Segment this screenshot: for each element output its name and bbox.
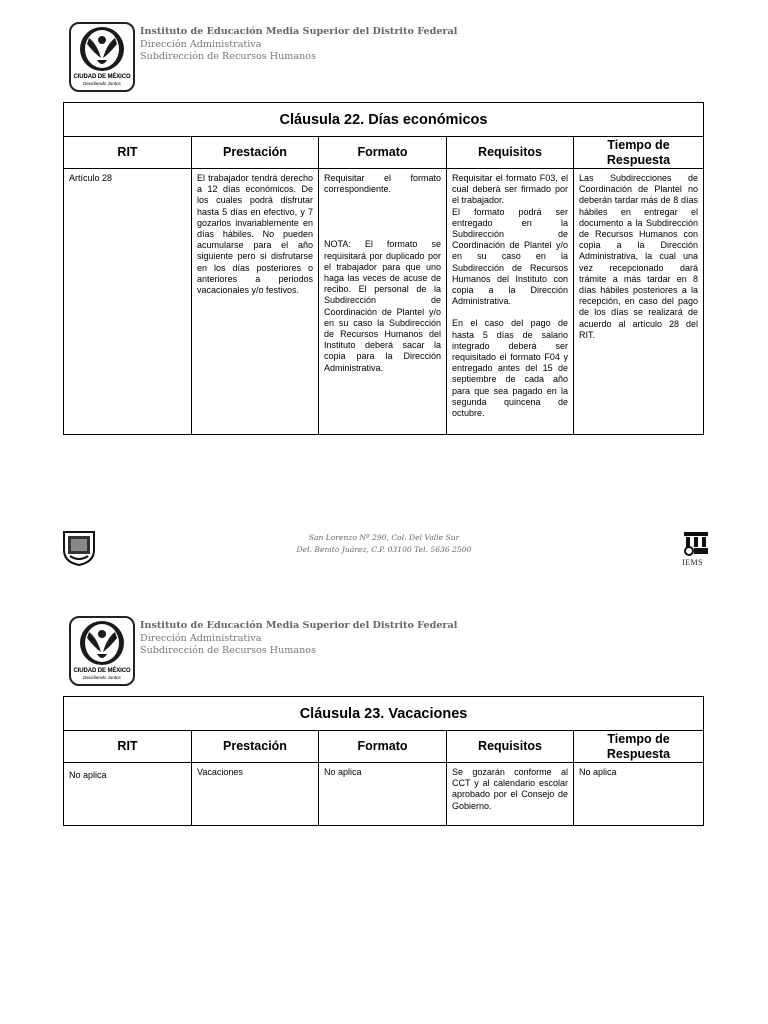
page-header-2 [140,620,457,658]
clause-23-rit [64,763,192,826]
clause-22-rit: Artículo 28 [64,169,192,435]
subdirection-name: Subdirección de Recursos Humanos [140,51,317,62]
clause-22-formato [319,169,447,435]
eagle-emblem-icon [71,24,133,74]
clause-23-table [63,696,704,826]
column-header-formato: Formato [319,731,447,763]
column-header-formato: Formato [319,137,447,169]
iems-logo-label: IEMS [682,558,704,567]
cdmx-logo [69,22,135,92]
clause-22-table [63,102,704,435]
clause-22-formato-note: NOTA: El formato se requisitará por duplicado por el trabajador para que uno haga las veces de acuse de recibo. El personal de la Subdirección de Coordinación de Plantel y/o en su caso la Subdirección de Recursos Humanos del Instituto deberá sacar la copia para la Dirección Administrativa. [324,239,441,373]
institute-name: Instituto de Educación Media Superior del Distrito Federal [140,26,458,37]
logo-city-text: CIUDAD DE MÉXICO [73,668,131,674]
footer-address [0,532,768,556]
clause-23-title: Cláusula 23. Vacaciones [64,697,704,731]
column-header-prestacion: Prestación [192,137,319,169]
clause-23-prestacion: Vacaciones [192,763,319,826]
clause-22-requisitos-p3: En el caso del pago de hasta 5 días de salario integrado deberá ser requisitado el formato F04 y entregado antes del 15 de septiembre de cada año para que sea pagado en la segunda quincena de octubre. [452,318,568,419]
clause-22-tiempo: Las Subdirecciones de Coordinación de Plantel no deberán tardar más de 8 días hábiles en entregar el documento a la Subdirección de Recursos Humanos con copia a la Dirección Administrativa, la cual una vez recepcionado dará trámite a más tardar en 8 días hábiles posteriores a la recepción, en caso del pago de los días se realizará de acuerdo al artículo 28 del RIT. [574,169,704,435]
page-header [140,26,457,64]
institute-name: Instituto de Educación Media Superior del Distrito Federal [140,620,458,631]
clause-22-requisitos-p1: Requisitar el formato F03, el cual deberá ser firmado por el trabajador. [452,173,568,206]
column-header-tiempo: Tiempo de Respuesta [574,731,704,763]
direction-name: Dirección Administrativa [140,632,262,644]
clause-23-requisitos: Se gozarán conforme al CCT y al calendario escolar aprobado por el Consejo de Gobierno. [447,763,574,826]
logo-motto-text: Decidiendo Juntos [83,81,121,86]
eagle-emblem-icon [71,618,133,668]
column-header-requisitos: Requisitos [447,731,574,763]
clause-22-formato-text: Requisitar el formato correspondiente. [324,173,441,195]
clause-23-tiempo: No aplica [574,763,704,826]
clause-23-formato: No aplica [319,763,447,826]
column-header-rit: RIT [64,137,192,169]
clause-23-rit-text: No aplica [69,770,107,780]
direction-name: Dirección Administrativa [140,38,262,50]
clause-22-requisitos-p2: El formato podrá ser entregado en la Subdirección de Coordinación de Plantel y/o en su caso en la Subdirección de Recursos Humanos del Instituto con copia a la Dirección Administrativa. [452,206,568,307]
logo-city-text: CIUDAD DE MÉXICO [73,74,131,80]
iems-logo-icon [680,530,712,558]
subdirection-name: Subdirección de Recursos Humanos [140,645,317,656]
column-header-prestacion: Prestación [192,731,319,763]
column-header-tiempo: Tiempo de Respuesta [574,137,704,169]
clause-22-requisitos [447,169,574,435]
cdmx-logo-2 [69,616,135,686]
clause-22-title: Cláusula 22. Días económicos [64,103,704,137]
clause-22-prestacion: El trabajador tendrá derecho a 12 días económicos. De los cuales podrá disfrutar hasta 5 días en efectivo, y 7 gozarlos invariablemente en días hábiles. No pueden acumularse para el año siguiente pero si disfrutarse en los días posteriores o anteriores a periodos vacacionales y/o festivos. [192,169,319,435]
logo-motto-text: Decidiendo Juntos [83,675,121,680]
footer-address-line2: Del. Benito Juárez, C.P. 03100 Tel. 5636 2500 [296,545,472,554]
column-header-rit: RIT [64,731,192,763]
footer-address-line1: San Lorenzo Nº 290, Col. Del Valle Sur [308,533,460,542]
column-header-requisitos: Requisitos [447,137,574,169]
